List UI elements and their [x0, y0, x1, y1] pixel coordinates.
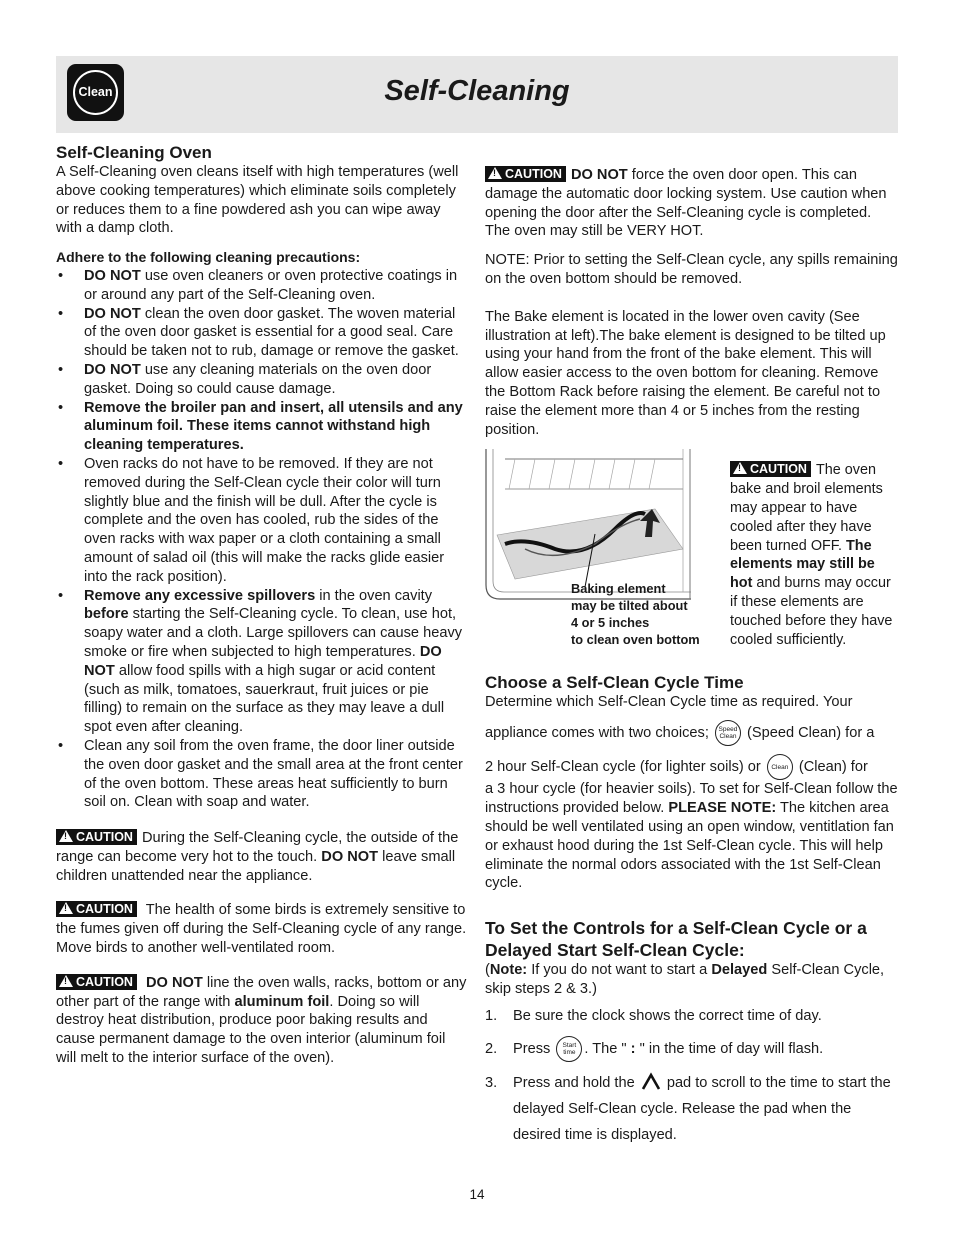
list-item: 2. Press Start time . The " : " in the time of day will flash. [485, 1036, 899, 1062]
clean-pad-icon: Clean [767, 754, 793, 780]
caution-aluminum-foil: !CAUTION DO NOT line the oven walls, racks, bottom or any other part of the range with aluminum foil. Doing so will destroy heat distribution, produce poor baking results and cause permanent damage to the oven interior (aluminum foil will melt to the interior surface of the oven). [56, 974, 468, 1068]
controls-note: (Note: If you do not want to start a Delayed Self-Clean Cycle, skip steps 2 & 3.) [485, 962, 885, 998]
warning-triangle-icon [733, 462, 747, 474]
list-item: 1. Be sure the clock shows the correct time of day. [485, 1007, 822, 1024]
start-time-icon: Start time [556, 1036, 582, 1062]
steps-list [485, 1007, 899, 1148]
figure-caption: Baking element may be tilted about 4 or 5 inches to clean oven bottom [571, 581, 700, 647]
page-title: Self-Cleaning [384, 75, 570, 107]
caution-outside-hot: !CAUTION During the Self-Cleaning cycle, the outside of the range can become very hot to the touch. DO NOT leave small children unattended near the appliance. [56, 829, 468, 885]
caution-badge: !CAUTION [56, 829, 137, 845]
list-item: • Remove the broiler pan and insert, all utensils and any aluminum foil. These items cannot withstand high cleaning temperatures. [56, 399, 468, 455]
caution-birds: !CAUTION The health of some birds is extremely sensitive to the fumes given off during the Self-Cleaning cycle of any range. Move birds to another well-ventilated room. [56, 901, 468, 957]
section-heading-cycle-time: Choose a Self-Clean Cycle Time [485, 673, 744, 693]
caution-badge: !CAUTION [730, 461, 811, 477]
warning-triangle-icon [488, 167, 502, 179]
bake-element-paragraph: The Bake element is located in the lower oven cavity (See illustration at left).The bake element is designed to be tilted up using your hand from the front of the bake element. This will allow easier access to the oven bottom for cleaning. Remove the Bottom Rack before raising the element. Be careful not to raise the element more than 4 or 5 inches from the resting position. [485, 308, 886, 438]
caution-badge: !CAUTION [56, 901, 137, 917]
list-item: • Remove any excessive spillovers in the oven cavity before starting the Self-Cleaning cycle. To clean, use hot, soapy water and a cloth. Large spillovers can cause heavy smoke or fire when subjected to high temperatures. DO NOT allow food spills with a high sugar or acid content (such as milk, tomatoes, sauerkraut, fruit juices or pie filling) to remain on the surface as they may leave a dull spot even after cleaning. [56, 587, 468, 737]
precautions-heading: Adhere to the following cleaning precautions: [56, 249, 361, 266]
list-item: • DO NOT use oven cleaners or oven protective coatings in or around any part of the Self-Cleaning oven. [56, 267, 468, 305]
up-arrow-icon [641, 1072, 661, 1090]
caution-door: !CAUTION DO NOT force the oven door open. This can damage the automatic door locking system. Use caution when opening the door after the Self-Cleaning cycle is completed. The oven may still be VERY HOT. [485, 166, 899, 241]
caution-badge: !CAUTION [56, 974, 137, 990]
warning-triangle-icon [59, 830, 73, 842]
cycle-paragraph-2: appliance comes with two choices; Speed Clean (Speed Clean) for a [485, 720, 899, 746]
right-column [485, 166, 899, 1148]
oven-interior-illustration [485, 449, 691, 601]
warning-triangle-icon [59, 902, 73, 914]
caution-badge: !CAUTION [485, 166, 566, 182]
clean-icon-label: Clean [78, 85, 113, 100]
note-spills: NOTE: Prior to setting the Self-Clean cycle, any spills remaining on the oven bottom should be removed. [485, 252, 898, 287]
precautions-list [56, 267, 468, 812]
page-header [56, 56, 898, 133]
cycle-paragraph-3: 2 hour Self-Clean cycle (for lighter soils) or Clean (Clean) for [485, 754, 899, 780]
cycle-paragraph-1: Determine which Self-Clean Cycle time as required. Your [485, 694, 853, 711]
list-item: 3. Press and hold the pad to scroll to the time to start the delayed Self-Clean cycle. Release the pad when the desired time is displayed. [485, 1070, 899, 1148]
list-item: • DO NOT clean the oven door gasket. The woven material of the oven door gasket is essential for a good seal. Care should be taken not to rub, damage or remove the gasket. [56, 305, 468, 361]
list-item: • Clean any soil from the oven frame, the door liner outside the oven door gasket and the small area at the front center of the oven bottom. These areas heat sufficiently to burn soil on. Clean with soap and water. [56, 737, 468, 812]
list-item: • DO NOT use any cleaning materials on the oven door gasket. Doing so could cause damage. [56, 361, 468, 399]
left-column [56, 142, 468, 1068]
warning-triangle-icon [59, 975, 73, 987]
intro-paragraph: A Self-Cleaning oven cleans itself with high temperatures (well above cooking temperatures) which eliminate soils completely or reduces them to a fine powdered ash you can wipe away with a damp cloth. [56, 164, 459, 237]
speed-clean-icon: Speed Clean [715, 720, 741, 746]
bake-element-figure [485, 449, 899, 664]
caution-elements-hot: !CAUTION The oven bake and broil elements may appear to have cooled after they have been turned OFF. The elements may still be hot and burns may occur if these elements are touched before they have cooled sufficiently. [730, 461, 900, 649]
section-heading-set-controls: To Set the Controls for a Self-Clean Cycle or a Delayed Start Self-Clean Cycle: [485, 918, 867, 961]
section-heading-self-cleaning-oven: Self-Cleaning Oven [56, 143, 212, 162]
list-item: • Oven racks do not have to be removed. If they are not removed during the Self-Clean cycle their color will turn slightly blue and the finish will be dull. After the cycle is complete and the oven has cooled, rub the sides of the oven racks with wax paper or a cloth containing a small amount of salad oil (this will make the racks glide easier into the rack position). [56, 455, 468, 587]
page-number: 14 [469, 1187, 485, 1202]
cycle-paragraph-4: a 3 hour cycle (for heavier soils). To set for Self-Clean follow the instructions provided below. PLEASE NOTE: The kitchen area should be well ventilated using an open window, ventitlation fan or exhaust hood during the 1st Self-Clean cycle. This will help eliminate the normal odors associated with the 1st Self-Clean cycle. [485, 781, 898, 892]
